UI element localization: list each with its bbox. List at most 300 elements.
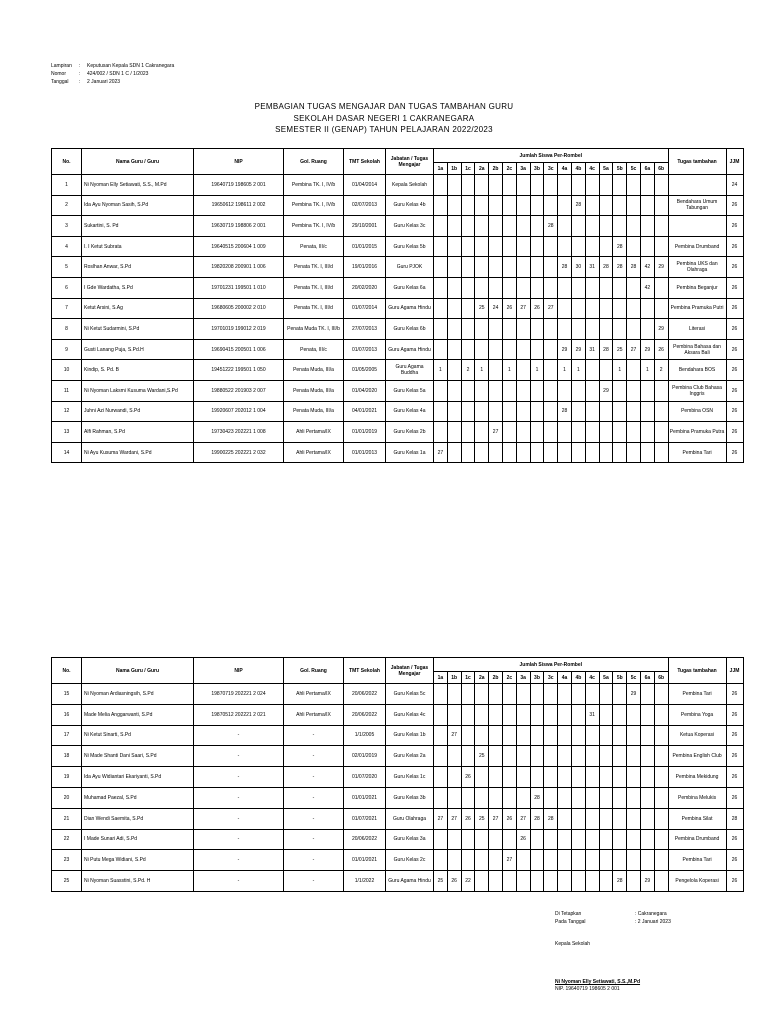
cell-tambahan: Bendahara Umum Tabungan: [668, 195, 726, 216]
cell-tambahan: Literasi: [668, 319, 726, 340]
cell-tmt: 01/05/2005: [344, 360, 386, 381]
cell-students: [434, 298, 448, 319]
cell-no: 15: [52, 684, 82, 705]
meta-label: Tanggal: [51, 79, 69, 85]
cell-students: [434, 401, 448, 422]
cell-students: [461, 257, 475, 278]
cell-jjm: 26: [726, 871, 743, 892]
cell-students: [461, 319, 475, 340]
cell-students: 29: [627, 684, 641, 705]
cell-students: [627, 401, 641, 422]
cell-students: [434, 277, 448, 298]
cell-students: [544, 829, 558, 850]
cell-students: [613, 746, 627, 767]
cell-tmt: 20/06/2022: [344, 829, 386, 850]
cell-students: 28: [544, 808, 558, 829]
cell-students: [434, 216, 448, 237]
cell-students: [447, 767, 461, 788]
cell-students: [475, 257, 489, 278]
cell-students: [640, 850, 654, 871]
header-class: 3a: [516, 672, 530, 684]
cell-students: 26: [654, 339, 668, 360]
header-class: 6b: [654, 672, 668, 684]
cell-tambahan: Pembina Tari: [668, 442, 726, 463]
cell-nip: -: [194, 850, 284, 871]
header-class: 2a: [475, 163, 489, 175]
cell-students: 26: [502, 298, 516, 319]
cell-students: [654, 422, 668, 443]
cell-students: [571, 829, 585, 850]
cell-students: [461, 704, 475, 725]
cell-students: [502, 422, 516, 443]
cell-no: 1: [52, 175, 82, 196]
cell-students: [516, 339, 530, 360]
cell-students: 29: [571, 339, 585, 360]
table-row: [52, 360, 744, 381]
cell-jabatan: Guru Kelas 2a: [386, 746, 434, 767]
cell-gol: Ahli Pertama/IX: [284, 442, 344, 463]
cell-nip: 19880522 201903 2 007: [194, 380, 284, 401]
cell-students: [654, 175, 668, 196]
cell-students: [516, 360, 530, 381]
cell-students: [613, 442, 627, 463]
signature-nip: NIP. 19640719 198605 2 001: [555, 986, 620, 993]
cell-students: 25: [434, 871, 448, 892]
cell-students: [502, 787, 516, 808]
cell-students: [558, 442, 572, 463]
cell-students: [627, 319, 641, 340]
cell-nip: -: [194, 829, 284, 850]
cell-gol: Penata Muda, III/a: [284, 401, 344, 422]
table-row: [52, 725, 744, 746]
header-no: No.: [52, 658, 82, 684]
cell-students: [558, 767, 572, 788]
cell-students: [461, 725, 475, 746]
cell-students: [502, 684, 516, 705]
cell-students: [654, 236, 668, 257]
cell-students: 29: [558, 339, 572, 360]
cell-students: [502, 277, 516, 298]
cell-tmt: 01/04/2014: [344, 175, 386, 196]
cell-students: [516, 850, 530, 871]
cell-students: [599, 725, 613, 746]
cell-nama: Sukartini, S. Pd: [82, 216, 194, 237]
cell-students: [627, 298, 641, 319]
header-class: 6a: [640, 672, 654, 684]
cell-students: 27: [489, 808, 503, 829]
cell-jjm: 26: [726, 850, 743, 871]
cell-students: [461, 850, 475, 871]
cell-students: [530, 442, 544, 463]
table-row: [52, 684, 744, 705]
cell-students: [475, 704, 489, 725]
cell-tambahan: Pembina Drumband: [668, 236, 726, 257]
cell-students: [530, 257, 544, 278]
cell-students: [544, 704, 558, 725]
cell-tambahan: Pembina Pramuka Putra: [668, 422, 726, 443]
cell-students: 27: [447, 725, 461, 746]
cell-students: [585, 195, 599, 216]
cell-students: [489, 684, 503, 705]
cell-students: [627, 767, 641, 788]
cell-jabatan: Guru Kelas 5b: [386, 236, 434, 257]
cell-students: [558, 871, 572, 892]
cell-tambahan: Pembina Mekidung: [668, 767, 726, 788]
cell-jjm: 26: [726, 401, 743, 422]
cell-students: [654, 725, 668, 746]
cell-tmt: 01/04/2020: [344, 380, 386, 401]
cell-students: [640, 236, 654, 257]
cell-students: [447, 746, 461, 767]
table-row: [52, 401, 744, 422]
cell-students: [544, 175, 558, 196]
cell-students: [502, 746, 516, 767]
cell-tmt: 01/01/2019: [344, 422, 386, 443]
cell-students: [627, 787, 641, 808]
cell-students: [530, 175, 544, 196]
cell-jjm: 26: [726, 422, 743, 443]
cell-students: [558, 298, 572, 319]
cell-students: [475, 401, 489, 422]
cell-jabatan: Guru Agama Buddha: [386, 360, 434, 381]
cell-tambahan: Pembina Beganjur: [668, 277, 726, 298]
cell-students: [613, 767, 627, 788]
header-class: 6a: [640, 163, 654, 175]
cell-jabatan: Guru Agama Hindu: [386, 871, 434, 892]
cell-nama: I. I Ketut Subrata: [82, 236, 194, 257]
cell-students: [558, 746, 572, 767]
cell-gol: -: [284, 871, 344, 892]
meta-value: Keputusan Kepala SDN 1 Cakranegara: [87, 63, 175, 69]
cell-no: 7: [52, 298, 82, 319]
table-row: [52, 829, 744, 850]
cell-students: [571, 422, 585, 443]
cell-students: [461, 442, 475, 463]
cell-students: [571, 277, 585, 298]
cell-students: [516, 236, 530, 257]
cell-students: 26: [447, 871, 461, 892]
cell-students: 1: [571, 360, 585, 381]
cell-students: [599, 704, 613, 725]
cell-students: [516, 216, 530, 237]
cell-students: [613, 787, 627, 808]
cell-students: [461, 684, 475, 705]
cell-students: [640, 829, 654, 850]
cell-students: 27: [502, 850, 516, 871]
cell-students: [502, 257, 516, 278]
cell-students: [434, 339, 448, 360]
cell-jjm: 26: [726, 787, 743, 808]
cell-students: [613, 298, 627, 319]
header-nama: Nama Guru / Guru: [82, 149, 194, 175]
cell-nama: Ni Ketut Sudarmini, S.Pd: [82, 319, 194, 340]
cell-students: [530, 684, 544, 705]
cell-students: [461, 380, 475, 401]
cell-students: [585, 684, 599, 705]
cell-students: [434, 704, 448, 725]
cell-students: [627, 442, 641, 463]
cell-students: [585, 360, 599, 381]
cell-nip: 19870719 202221 2 024: [194, 684, 284, 705]
meta-label: Lampiran: [51, 63, 72, 69]
header-class: 3c: [544, 163, 558, 175]
document-meta: [51, 62, 174, 86]
cell-jjm: 26: [726, 684, 743, 705]
cell-tambahan: Pengelola Koperasi: [668, 871, 726, 892]
cell-students: [489, 319, 503, 340]
cell-students: 25: [475, 298, 489, 319]
cell-jabatan: Guru Olahraga: [386, 808, 434, 829]
cell-jabatan: Guru Kelas 1c: [386, 767, 434, 788]
cell-students: [613, 401, 627, 422]
cell-students: [613, 319, 627, 340]
cell-students: 28: [571, 195, 585, 216]
cell-students: 26: [502, 808, 516, 829]
cell-students: [544, 767, 558, 788]
cell-jabatan: Guru Kelas 3b: [386, 787, 434, 808]
cell-students: [585, 767, 599, 788]
cell-students: 31: [585, 704, 599, 725]
cell-students: [502, 829, 516, 850]
cell-students: [599, 871, 613, 892]
cell-jabatan: Guru Agama Hindu: [386, 339, 434, 360]
cell-tambahan: Pembina Yoga: [668, 704, 726, 725]
table-row: [52, 871, 744, 892]
cell-nip: 19680605 200002 2 010: [194, 298, 284, 319]
cell-students: [558, 829, 572, 850]
cell-students: [489, 257, 503, 278]
header-nama: Nama Guru / Guru: [82, 658, 194, 684]
cell-tmt: 27/07/2013: [344, 319, 386, 340]
cell-nama: Ida Ayu Widiantari Ekariyanti, S.Pd: [82, 767, 194, 788]
cell-students: [530, 871, 544, 892]
cell-students: [530, 236, 544, 257]
header-jumlah: Jumlah Siswa Per-Rombel: [434, 658, 669, 672]
cell-students: [640, 704, 654, 725]
cell-students: [544, 850, 558, 871]
cell-students: [558, 787, 572, 808]
cell-jjm: 26: [726, 195, 743, 216]
header-class: 5c: [627, 163, 641, 175]
cell-students: 27: [544, 298, 558, 319]
cell-students: [640, 746, 654, 767]
cell-students: [613, 850, 627, 871]
cell-nip: 19640515 200604 1 009: [194, 236, 284, 257]
cell-students: [613, 175, 627, 196]
cell-students: [461, 401, 475, 422]
cell-gol: Penata Muda, III/a: [284, 360, 344, 381]
cell-students: [571, 175, 585, 196]
cell-students: [585, 277, 599, 298]
cell-gol: Pembina TK. I, IV/b: [284, 216, 344, 237]
cell-gol: Penata Muda TK. I, III/b: [284, 319, 344, 340]
header-jjm: JJM: [726, 149, 743, 175]
table-row: [52, 298, 744, 319]
cell-gol: -: [284, 829, 344, 850]
cell-students: [461, 236, 475, 257]
cell-students: 28: [544, 216, 558, 237]
cell-students: [461, 216, 475, 237]
cell-students: [627, 277, 641, 298]
cell-students: [571, 236, 585, 257]
cell-students: [599, 442, 613, 463]
cell-students: [613, 704, 627, 725]
cell-tmt: 20/06/2022: [344, 704, 386, 725]
cell-students: [434, 319, 448, 340]
cell-students: [502, 442, 516, 463]
cell-students: [530, 704, 544, 725]
cell-students: [516, 319, 530, 340]
header-gol: Gol. Ruang: [284, 658, 344, 684]
cell-students: [599, 360, 613, 381]
cell-students: [571, 871, 585, 892]
cell-students: [544, 360, 558, 381]
cell-students: [434, 684, 448, 705]
cell-students: [447, 829, 461, 850]
cell-no: 22: [52, 829, 82, 850]
header-tmt: TMT Sekolah: [344, 149, 386, 175]
cell-jabatan: Guru Kelas 1b: [386, 725, 434, 746]
cell-students: [599, 684, 613, 705]
header-class: 5a: [599, 672, 613, 684]
cell-students: 1: [530, 360, 544, 381]
cell-students: [544, 725, 558, 746]
cell-students: [530, 850, 544, 871]
cell-no: 3: [52, 216, 82, 237]
cell-students: 28: [627, 257, 641, 278]
cell-students: [585, 442, 599, 463]
header-class: 2b: [489, 163, 503, 175]
cell-nip: 19701231 199501 1 010: [194, 277, 284, 298]
cell-students: [475, 767, 489, 788]
cell-tambahan: Pembina Silat: [668, 808, 726, 829]
cell-nip: 19701019 199012 2 019: [194, 319, 284, 340]
cell-students: [489, 195, 503, 216]
cell-nip: 19900225 202221 2 032: [194, 442, 284, 463]
cell-students: 27: [447, 808, 461, 829]
cell-no: 21: [52, 808, 82, 829]
cell-students: [530, 767, 544, 788]
signature-place-value: : Cakranegara: [635, 911, 667, 917]
header-tambahan: Tugas tambahan: [668, 149, 726, 175]
cell-students: [654, 401, 668, 422]
cell-students: [640, 319, 654, 340]
cell-nama: I Made Sunari Adi, S.Pd: [82, 829, 194, 850]
cell-students: [599, 422, 613, 443]
cell-students: 26: [530, 298, 544, 319]
cell-students: [475, 850, 489, 871]
cell-no: 2: [52, 195, 82, 216]
cell-students: [489, 767, 503, 788]
cell-jabatan: Guru Kelas 4c: [386, 704, 434, 725]
cell-students: 26: [461, 808, 475, 829]
cell-students: [516, 704, 530, 725]
cell-tmt: 01/01/2015: [344, 236, 386, 257]
cell-students: [613, 808, 627, 829]
table-row: [52, 704, 744, 725]
cell-students: [544, 871, 558, 892]
cell-no: 19: [52, 767, 82, 788]
cell-nama: Ni Nyoman Suasstini, S.Pd. H: [82, 871, 194, 892]
meta-row: Lampiran : Keputusan Kepala SDN 1 Cakranegara: [51, 63, 175, 69]
cell-students: [434, 422, 448, 443]
cell-tmt: 01/01/2013: [344, 442, 386, 463]
header-class: 1b: [447, 672, 461, 684]
cell-students: [654, 704, 668, 725]
cell-students: [489, 829, 503, 850]
cell-students: [585, 319, 599, 340]
header-class: 1a: [434, 163, 448, 175]
cell-jjm: 26: [726, 257, 743, 278]
cell-students: [530, 401, 544, 422]
cell-students: 27: [627, 339, 641, 360]
cell-students: [640, 298, 654, 319]
meta-value: 424/002 / SDN 1 C / 1/2023: [87, 71, 149, 77]
header-jumlah: Jumlah Siswa Per-Rombel: [434, 149, 669, 163]
cell-gol: -: [284, 725, 344, 746]
cell-students: [571, 746, 585, 767]
cell-students: [599, 195, 613, 216]
header-class: 1a: [434, 672, 448, 684]
cell-nama: Ida Ayu Nyoman Sasih, S.Pd: [82, 195, 194, 216]
cell-jjm: 26: [726, 277, 743, 298]
cell-no: 23: [52, 850, 82, 871]
meta-label: Nomor: [51, 71, 67, 77]
cell-students: [599, 319, 613, 340]
cell-students: [558, 277, 572, 298]
cell-students: [447, 684, 461, 705]
cell-nama: Juhni Azi Nurwandi, S.Pd: [82, 401, 194, 422]
cell-nip: 19451222 199501 1 050: [194, 360, 284, 381]
header-class: 2c: [502, 163, 516, 175]
cell-students: [558, 808, 572, 829]
cell-tmt: 1/1/2005: [344, 725, 386, 746]
cell-students: [544, 442, 558, 463]
title-line: PEMBAGIAN TUGAS MENGAJAR DAN TUGAS TAMBAHAN GURU: [254, 102, 514, 111]
cell-students: [571, 850, 585, 871]
cell-nama: Ni Putu Mega Widiani, S.Pd: [82, 850, 194, 871]
cell-students: [627, 175, 641, 196]
cell-students: 30: [571, 257, 585, 278]
cell-gol: Penata TK. I, III/d: [284, 257, 344, 278]
cell-students: [489, 787, 503, 808]
cell-students: [571, 380, 585, 401]
cell-students: [599, 746, 613, 767]
cell-students: [654, 829, 668, 850]
cell-students: [489, 216, 503, 237]
cell-students: [489, 704, 503, 725]
cell-jabatan: Guru Kelas 6b: [386, 319, 434, 340]
cell-students: [585, 787, 599, 808]
header-class: 5b: [613, 163, 627, 175]
cell-students: [640, 422, 654, 443]
cell-jjm: 26: [726, 767, 743, 788]
cell-students: [516, 767, 530, 788]
table-row: [52, 808, 744, 829]
cell-jabatan: Guru PJOK: [386, 257, 434, 278]
cell-students: [475, 829, 489, 850]
cell-nama: Made Melia Anggarwanti, S.Pd: [82, 704, 194, 725]
cell-students: [516, 787, 530, 808]
cell-students: [558, 175, 572, 196]
cell-students: [599, 216, 613, 237]
header-class: 2c: [502, 672, 516, 684]
assignment-table-2: [51, 657, 744, 892]
cell-no: 4: [52, 236, 82, 257]
cell-students: [502, 236, 516, 257]
table-row: [52, 175, 744, 196]
cell-students: [654, 808, 668, 829]
